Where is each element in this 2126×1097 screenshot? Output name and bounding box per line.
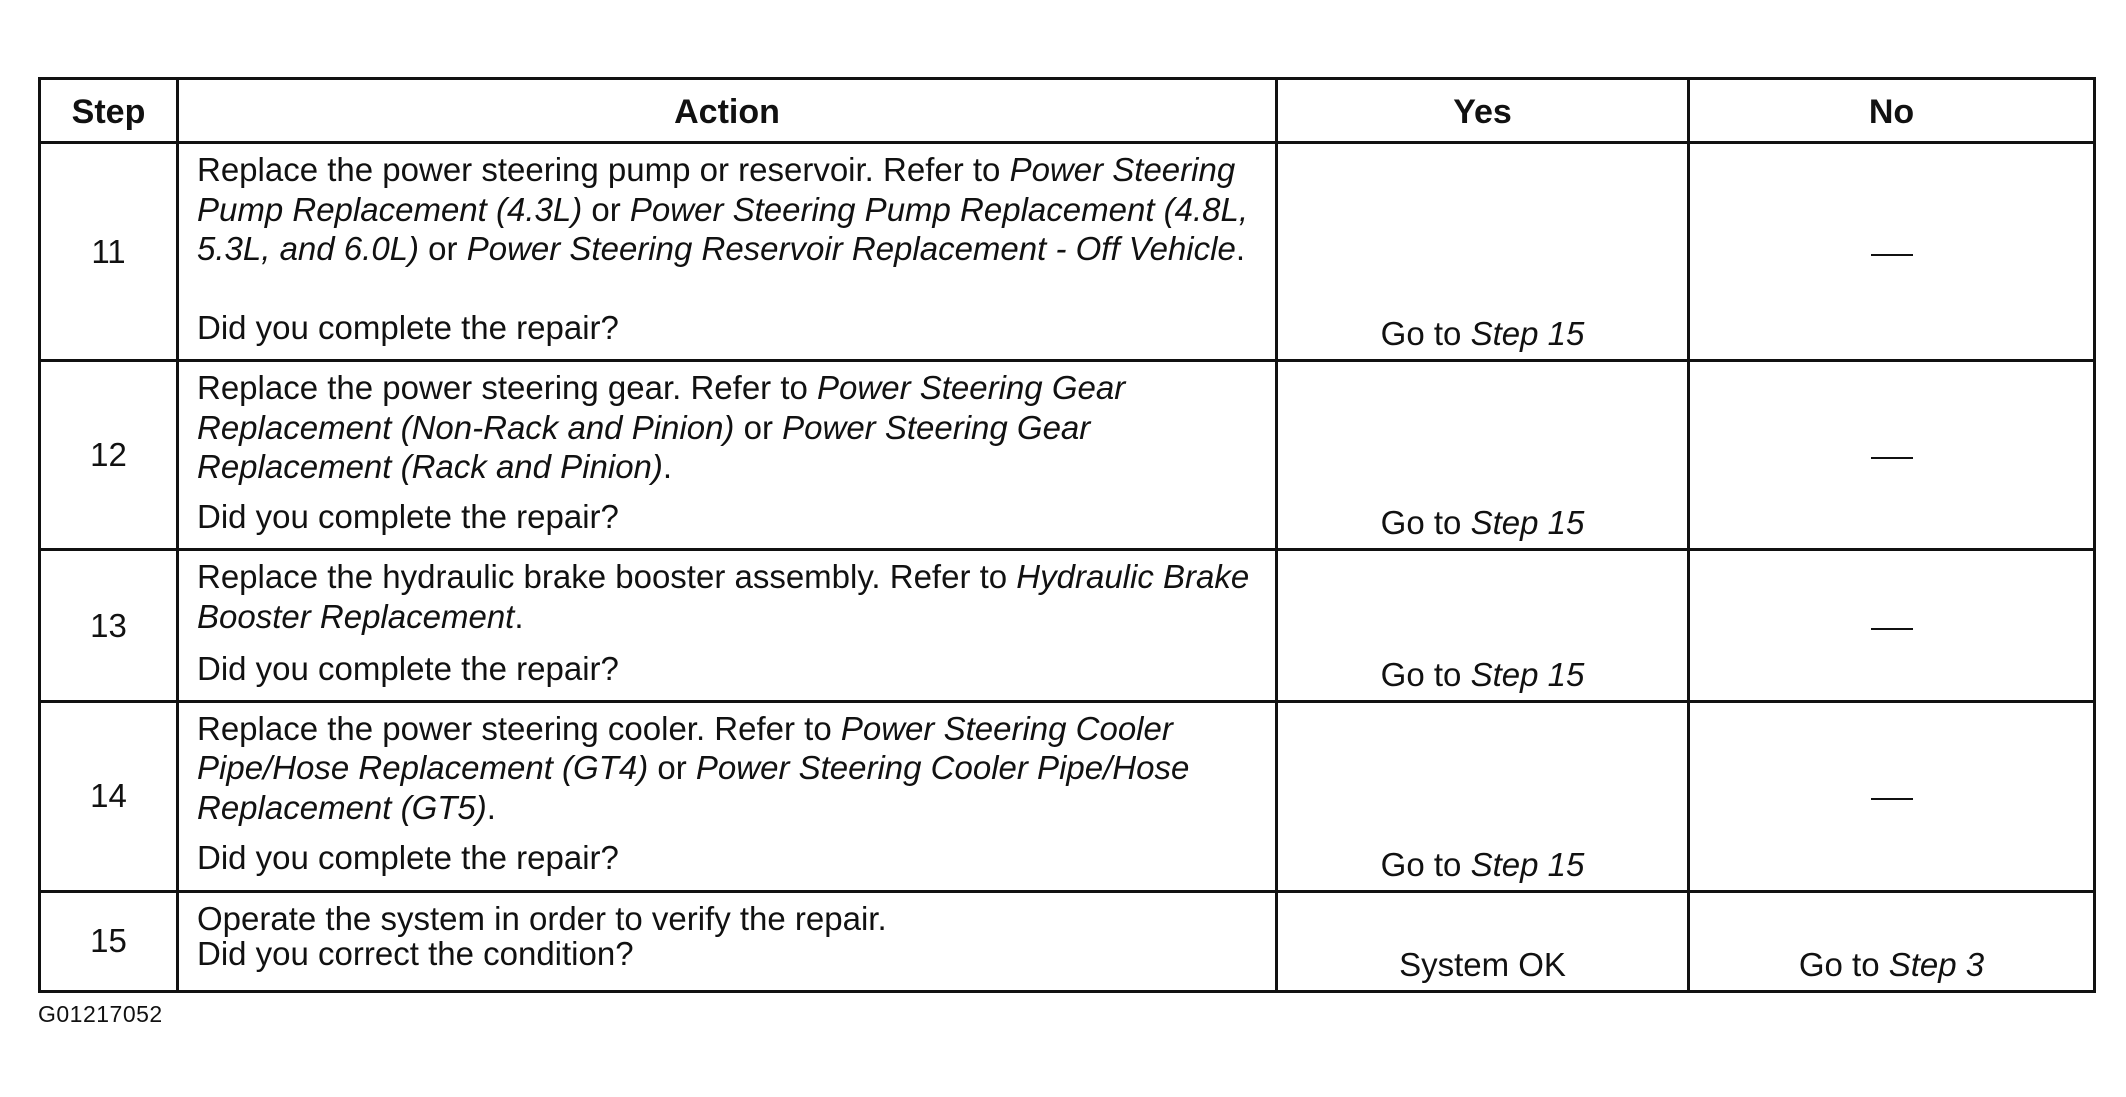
no-cell — [1689, 550, 2095, 702]
no-cell — [1689, 891, 2095, 991]
no-cell — [1689, 361, 2095, 550]
action-text-part: or — [582, 190, 630, 228]
procedure-reference: Power Steering Reservoir Replacement - Off Vehicle — [466, 230, 1236, 267]
step-number: 12 — [40, 361, 178, 550]
procedure-reference: Power Steering Pump Replacement (4.3L) — [197, 151, 1236, 228]
step-number: 15 — [40, 891, 178, 991]
action-question: Did you complete the repair? — [197, 839, 619, 877]
action-text — [197, 709, 1265, 828]
procedure-reference: Power Steering Cooler Pipe/Hose Replacement (GT5) — [197, 749, 1190, 826]
action-question: Did you correct the condition? — [197, 935, 634, 973]
no-cell — [1689, 701, 2095, 891]
action-cell — [178, 891, 1277, 991]
action-text-part: Operate the system in order to verify the repair. — [197, 899, 887, 937]
action-text — [197, 557, 1265, 636]
action-text-part: Replace the power steering gear. Refer to — [197, 369, 818, 407]
yes-goto-label: Go to — [1380, 845, 1471, 883]
no-dash — [1871, 254, 1913, 256]
yes-step-reference: Step 15 — [1470, 504, 1585, 542]
yes-step-reference: Step 15 — [1470, 655, 1585, 693]
step-number: 14 — [40, 701, 178, 891]
action-text — [197, 150, 1265, 269]
action-cell — [178, 143, 1277, 361]
yes-step-reference: Step 15 — [1470, 845, 1585, 883]
action-text-part: . — [1235, 230, 1245, 267]
action-text-part: Replace the power steering pump or reservoir. Refer to — [197, 151, 1010, 188]
yes-goto-label: Go to — [1380, 655, 1471, 693]
table-header-row — [40, 79, 2095, 143]
yes-step-reference: Step 15 — [1470, 315, 1585, 353]
yes-cell — [1277, 891, 1689, 991]
figure-id: G01217052 — [38, 1001, 163, 1027]
procedure-reference: Hydraulic Brake Booster Replacement — [197, 558, 1250, 635]
action-question: Did you complete the repair? — [197, 308, 619, 346]
yes-result-label: System OK — [1399, 946, 1566, 983]
yes-cell — [1277, 143, 1689, 361]
action-question: Did you complete the repair? — [197, 497, 619, 535]
no-cell — [1689, 143, 2095, 361]
table-row — [40, 891, 2095, 991]
action-text-part: or — [734, 408, 783, 446]
action-text-part: . — [514, 597, 524, 635]
action-question: Did you complete the repair? — [197, 649, 619, 687]
step-number: 13 — [40, 550, 178, 702]
action-text — [197, 899, 1265, 939]
action-cell — [178, 701, 1277, 891]
yes-goto-label: Go to — [1380, 504, 1471, 542]
procedure-reference: Power Steering Pump Replacement (4.8L, 5.3L, and 6.0L) — [197, 190, 1249, 267]
action-text-part: . — [486, 788, 496, 826]
table-row — [40, 143, 2095, 361]
action-cell — [178, 361, 1277, 550]
yes-cell — [1277, 550, 1689, 702]
no-dash — [1871, 457, 1913, 459]
diagnostic-table — [38, 77, 2096, 993]
procedure-reference: Power Steering Gear Replacement (Rack and Pinion) — [197, 408, 1091, 486]
action-text-part: Replace the hydraulic brake booster assembly. Refer to — [197, 558, 1017, 596]
action-text-part: or — [419, 230, 467, 267]
header-no: No — [1689, 79, 2095, 143]
table-row — [40, 701, 2095, 891]
action-cell — [178, 550, 1277, 702]
header-action: Action — [178, 79, 1277, 143]
header-step: Step — [40, 79, 178, 143]
action-text-part: . — [662, 448, 673, 486]
yes-goto-label: Go to — [1380, 315, 1471, 353]
no-dash — [1871, 628, 1913, 630]
no-dash — [1871, 798, 1913, 800]
step-number: 11 — [40, 143, 178, 361]
action-text — [197, 368, 1265, 487]
no-goto-label: Go to — [1798, 946, 1889, 983]
table-row — [40, 550, 2095, 702]
no-step-reference: Step 3 — [1888, 946, 1985, 983]
action-text-part: or — [648, 749, 696, 787]
yes-cell — [1277, 701, 1689, 891]
header-yes: Yes — [1277, 79, 1689, 143]
procedure-reference: Power Steering Gear Replacement (Non-Rack and Pinion) — [197, 369, 1126, 446]
table-row — [40, 361, 2095, 550]
yes-cell — [1277, 361, 1689, 550]
procedure-reference: Power Steering Cooler Pipe/Hose Replacement (GT4) — [197, 709, 1173, 787]
action-text-part: Replace the power steering cooler. Refer to — [197, 709, 841, 747]
